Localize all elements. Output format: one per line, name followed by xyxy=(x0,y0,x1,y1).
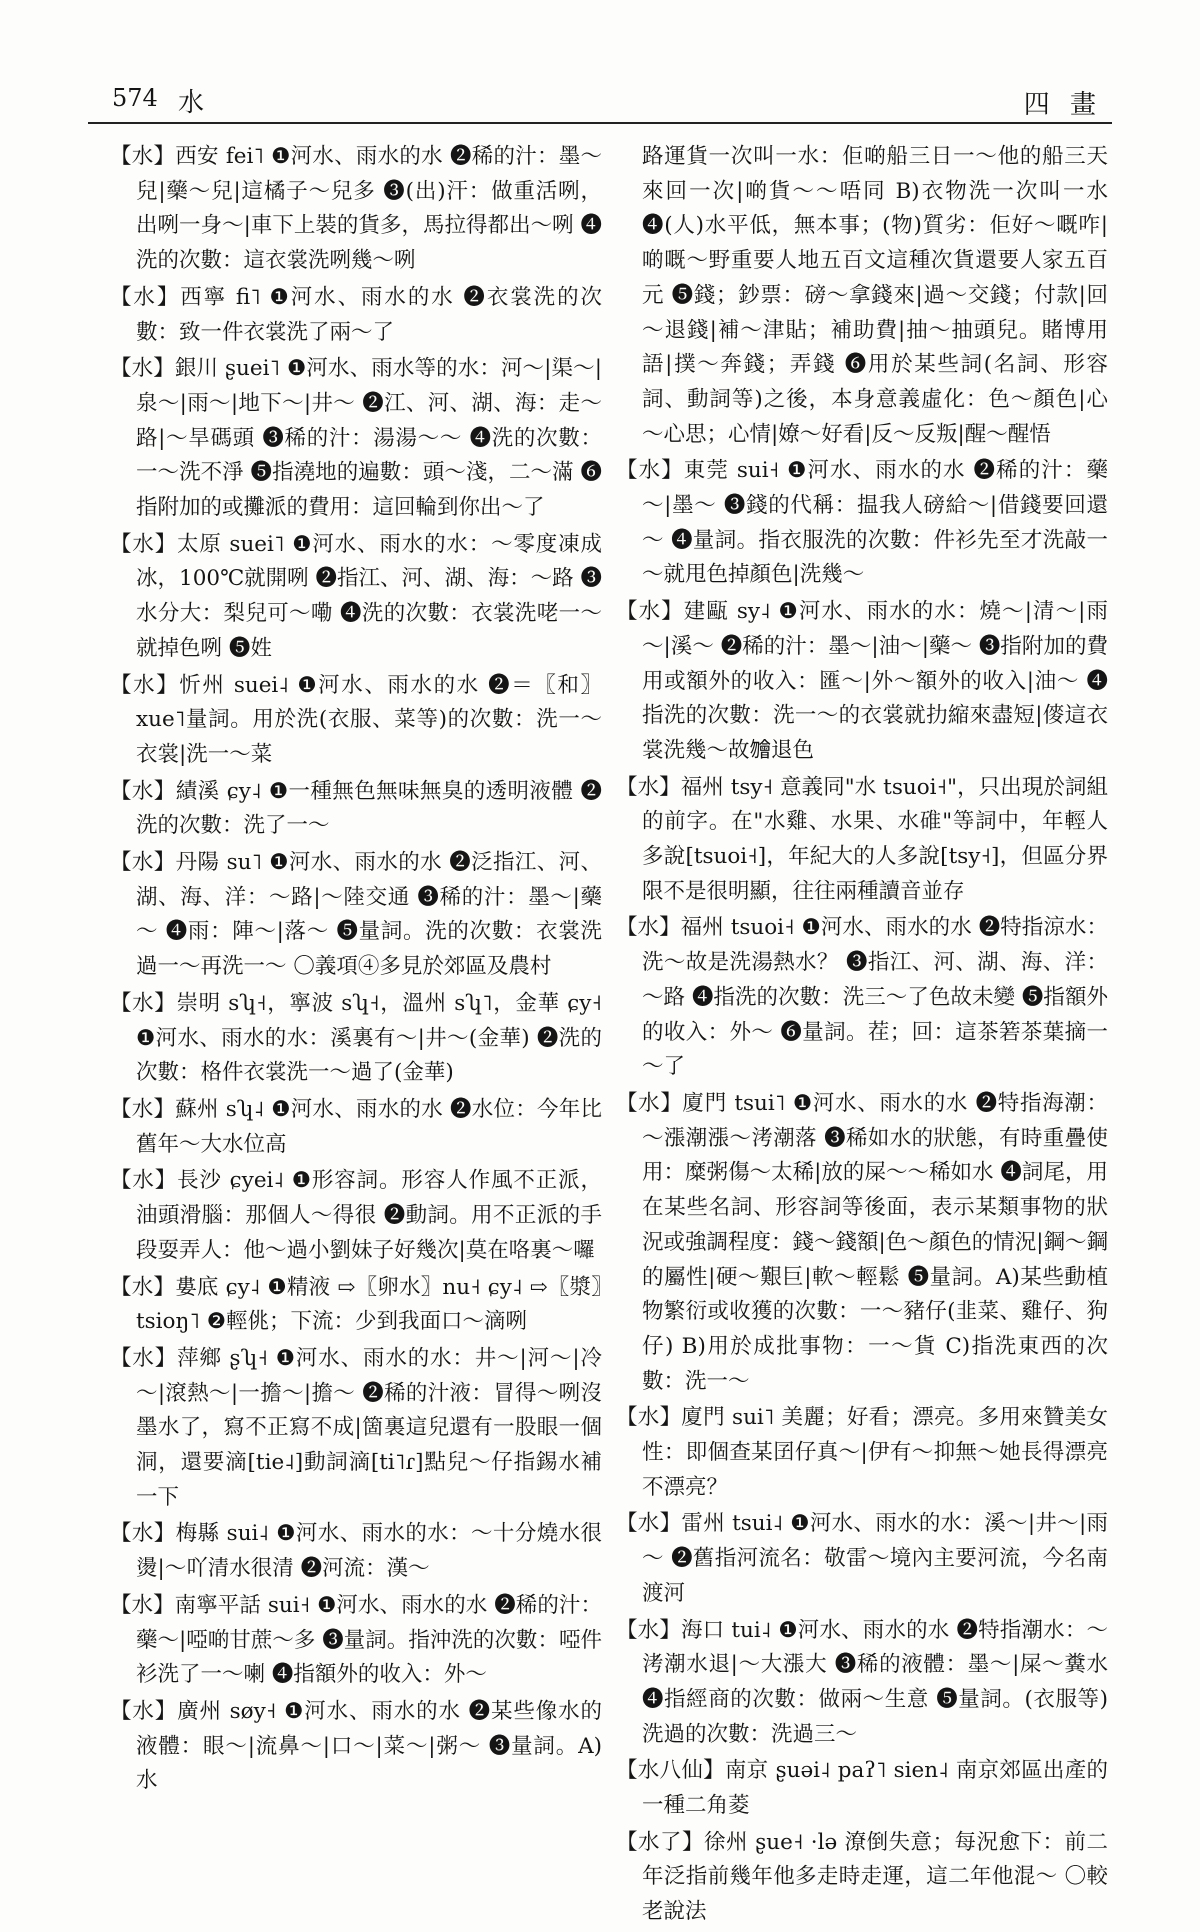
entry-definition: ❶形容詞。形容人作風不正派，油頭滑腦：那個人～得很 ❷動詞。用不正派的手段耍弄人：他～過小劉妹子好幾次|莫在咯裏～囉 xyxy=(136,1168,602,1263)
entry-definition: ❶河水、雨水的水 ❷泛指江、河、湖、海、洋：～路|～陸交通 ❸稀的汁：墨～|藥～ ❹雨：陣～|落～ ❺量詞。洗的次數：衣裳洗過一～再洗一～ 〇義項④多見於郊區及農村 xyxy=(136,850,602,980)
entry-headword: 【水】崇明 sʮ˧，寧波 sʮ˧，溫州 sʮ˥，金華 ɕy˧ xyxy=(110,990,602,1016)
entry-headword: 【水】西安 fei˥ xyxy=(110,144,265,169)
dictionary-entry xyxy=(616,454,1108,593)
entry-definition: 潦倒失意；每況愈下：前二年泛指前幾年他多走時走運，這二年他混～ 〇較老說法 xyxy=(642,1829,1108,1925)
left-column xyxy=(110,140,602,1801)
entry-definition: ❶河水、雨水的水：～十分燒水很燙|～吖清水很清 ❷河流：漢～ xyxy=(136,1521,602,1582)
entry-headword: 【水】南寧平話 sui˧ xyxy=(110,1592,311,1618)
entry-headword: 【水】梅縣 sui˨ xyxy=(110,1521,270,1547)
dictionary-entry xyxy=(110,669,602,773)
entry-headword: 【水了】徐州 ʂue˧ ·lə xyxy=(616,1829,838,1855)
dictionary-entry xyxy=(110,1164,602,1268)
entry-definition: ❶河水、雨水的水：～零度凍成冰，100℃就開咧 ❷指江、河、湖、海：～路 ❸水分大：梨兒可～嘞 ❹洗的次數：衣裳洗咾一～就掉色咧 ❺姓 xyxy=(136,531,602,661)
dictionary-entry xyxy=(616,595,1108,769)
dictionary-entry xyxy=(110,1093,602,1162)
entry-definition: ❶河水、雨水的水 ❷＝〖和〗xue˥量詞。用於洗(衣服、菜等)的次數：洗一～衣裳|洗一～菜 xyxy=(136,672,602,767)
entry-headword: 【水】婁底 ɕy˨ xyxy=(110,1274,261,1300)
entry-definition: ❶河水、雨水的水 ❷稀的汁：藥～|墨～ ❸錢的代稱：揾我人磅給～|借錢要回還～ ❹量詞。指衣服洗的次數：件衫先至才洗敲一～就甩色掉顏色|洗幾～ xyxy=(642,458,1108,588)
entry-headword: 【水】長沙 ɕyei˨ xyxy=(110,1168,285,1194)
entry-definition: ❶河水、雨水的水：燒～|清～|雨～|溪～ ❷稀的汁：墨～|油～|藥～ ❸指附加的費用或額外的收入：匯～|外～額外的收入|油～ ❹指洗的次數：洗一～的衣裳就扐縮來盡短|𠍅這衣裳洗幾～故𣍐退色 xyxy=(642,599,1108,763)
entry-headword: 【水八仙】南京 ʂuəi˨ paʔ˥ sien˨ xyxy=(616,1758,949,1784)
dictionary-entry xyxy=(616,140,1108,452)
entry-headword: 【水】東莞 sui˧ xyxy=(616,458,780,484)
dictionary-entry xyxy=(110,846,602,985)
dictionary-entry xyxy=(110,352,602,526)
entry-headword: 【水】建甌 sy˨ xyxy=(616,599,771,625)
entry-definition: ❶河水、雨水的水 ❷特指海潮：～漲潮漲～洘潮落 ❸稀如水的狀態，有時重疊使用：糜粥傷～太稀|放的屎～～稀如水 ❹詞尾，用在某些名詞、形容詞等後面，表示某類事物的狀況或強調程度：錢～錢額|色～顏色的情況|鋼～鋼的屬性|硬～艱巨|軟～輕鬆 ❺量詞。A)某些動植物繁衍或收獲的次數：一～豬仔(韭菜、雞仔、狗仔) B)用於成批事物：一～貨 C)指洗東西的次數：洗一～ xyxy=(642,1090,1108,1394)
entry-definition: 美麗；好看；漂亮。多用來贊美女性：即個查某囝仔真～|伊有～抑無～她長得漂亮不漂亮？ xyxy=(642,1405,1108,1500)
stroke-count-label: 四 畫 xyxy=(1023,90,1102,120)
page-number: 574 xyxy=(112,84,158,112)
entry-definition: ❶河水、雨水的水 ❷稀的汁：藥～|啞啲甘蔗～多 ❸量詞。指沖洗的次數：啞件衫洗了一～喇 ❹指額外的收入：外～ xyxy=(136,1592,602,1688)
entry-definition: 意義同"水 tsuoi˧"，只出現於詞組的前字。在"水雞、水果、水碓"等詞中，年輕人多說[tsuoi˧]，年紀大的人多說[tsy˧]，但區分界限不是很明顯，往往兩種讀音並存 xyxy=(642,774,1108,904)
entry-headword: 【水】忻州 suei˨ xyxy=(110,672,289,698)
page-header xyxy=(88,78,1112,124)
dictionary-entry xyxy=(616,771,1108,910)
entry-definition: ❶河水、雨水的水 ❷水位：今年比舊年～大水位高 xyxy=(136,1096,602,1157)
dictionary-entry xyxy=(110,140,602,279)
entry-definition: ❶河水、雨水的水 ❷特指涼水：洗～故是洗湯熱水？ ❸指江、河、湖、海、洋：～路 ❹指洗的次數：洗三～了色故未變 ❺指額外的收入：外～ ❻量詞。茬；回：這茶箬茶葉摘一～了 xyxy=(642,915,1108,1080)
dictionary-entry xyxy=(616,1401,1108,1505)
entry-headword: 【水】海口 tui˨ xyxy=(616,1617,772,1643)
dictionary-entry xyxy=(616,1614,1108,1753)
entry-definition: ❶河水、雨水等的水：河～|渠～|泉～|雨～|地下～|井～ ❷江、河、湖、海：走～路|～旱碼頭 ❸稀的汁：湯湯～～ ❹洗的次數：一～洗不淨 ❺指澆地的遍數：頭～淺，二～滿 ❻指附加的或攤派的費用：這回輪到你出～了 xyxy=(136,356,602,521)
entry-headword: 【水】福州 tsy˧ xyxy=(616,774,774,800)
entry-headword: 【水】萍鄉 ʂʮ˧ xyxy=(110,1345,268,1371)
entry-definition: ❶河水、雨水的水：溪裏有～|井～(金華) ❷洗的次數：格件衣裳洗一～過了(金華) xyxy=(136,1025,602,1086)
entry-definition: 路運貨一次叫一水：佢啲船三日一～他的船三天來回一次|啲貨～～唔同 B)衣物洗一次叫一水 ❹(人)水平低，無本事；(物)質劣：佢好～嘅咋|啲嘅～野重要人地五百文這種次貨還要人家五百元 ❺錢；鈔票：磅～拿錢來|過～交錢；付款|回～退錢|補～津貼；補助費|抽～抽頭兒。賭博用語|撲～奔錢；弄錢 ❻用於某些詞(名詞、形容詞、動詞等)之後，本身意義虛化：色～顏色|心～心思；心情|嫽～好看|反～反叛|醒～醒悟 xyxy=(642,144,1108,447)
entry-headword: 【水】廣州 søy˧ xyxy=(110,1698,277,1724)
dictionary-entry xyxy=(110,1517,602,1586)
dictionary-entry xyxy=(616,1087,1108,1399)
entry-headword: 【水】太原 suei˥ xyxy=(110,531,285,557)
entry-definition: ❶河水、雨水的水：井～|河～|冷～|滾熱～|一擔～|擔～ ❷稀的汁液：冒得～咧沒墨水了，寫不正寫不成|箇裏這兒還有一股眼一個洞，還要滴[tie˨]動詞滴[ti˥ɾ]點兒～仔指錫水補一下 xyxy=(136,1345,603,1510)
entry-definition: ❶河水、雨水的水：溪～|井～|雨～ ❷舊指河流名：敬雷～境內主要河流，今名南渡河 xyxy=(642,1511,1108,1606)
entry-headword: 【水】丹陽 su˥ xyxy=(110,850,263,876)
dictionary-entry xyxy=(110,1342,602,1516)
entry-headword: 【水】績溪 ɕy˨ xyxy=(110,778,262,804)
dictionary-entry xyxy=(616,1826,1108,1930)
dictionary-entry xyxy=(616,911,1108,1085)
dictionary-entry xyxy=(616,1754,1108,1823)
dictionary-entry xyxy=(110,775,602,844)
dictionary-entry xyxy=(110,1271,602,1340)
entry-definition: ❶精液 ⇨〖卵水〗nu˧ ɕy˨ ⇨〖漿〗tsioŋ˥ ❷輕佻；下流：少到我面口～滴咧 xyxy=(136,1274,602,1335)
entry-headword: 【水】蘇州 sʮ˨ xyxy=(110,1096,265,1122)
entry-headword: 【水】廈門 tsui˥ xyxy=(616,1090,786,1116)
dictionary-entry xyxy=(110,528,602,667)
entry-definition: ❶河水、雨水的水 ❷特指潮水：～洘潮水退|～大漲大 ❸稀的液體：墨～|屎～糞水 ❹指經商的次數：做兩～生意 ❺量詞。(衣服等)洗過的次數：洗過三～ xyxy=(642,1617,1108,1747)
entry-definition: ❶河水、雨水的水 ❷衣裳洗的次數：致一件衣裳洗了兩～了 xyxy=(136,284,602,345)
entry-definition: 南京郊區出產的一種二角菱 xyxy=(642,1758,1108,1819)
entry-headword: 【水】銀川 ʂuei˥ xyxy=(110,356,281,382)
entry-headword: 【水】福州 tsuoi˧ xyxy=(616,915,795,941)
right-column xyxy=(616,140,1108,1932)
dictionary-entry xyxy=(110,987,602,1091)
header-character: 水 xyxy=(178,88,205,118)
dictionary-entry xyxy=(110,1695,602,1799)
entry-definition: ❶河水、雨水的水 ❷稀的汁：墨～兒|藥～兒|這橘子～兒多 ❸(出)汗：做重活咧，出咧一身～|車下上裝的貨多，馬拉得都出～咧 ❹洗的次數：這衣裳洗咧幾～咧 xyxy=(136,144,602,274)
entry-definition: ❶一種無色無味無臭的透明液體 ❷洗的次數：洗了一～ xyxy=(136,778,602,839)
entry-headword: 【水】廈門 sui˥ xyxy=(616,1405,775,1431)
dictionary-entry xyxy=(616,1507,1108,1611)
entry-headword: 【水】西寧 fi˥ xyxy=(110,284,261,310)
entry-headword: 【水】雷州 tsui˨ xyxy=(616,1511,784,1537)
dictionary-entry xyxy=(110,281,602,350)
dictionary-entry xyxy=(110,1589,602,1693)
entry-definition: ❶河水、雨水的水 ❷某些像水的液體：眼～|流鼻～|口～|菜～|粥～ ❸量詞。A)水 xyxy=(136,1698,602,1794)
